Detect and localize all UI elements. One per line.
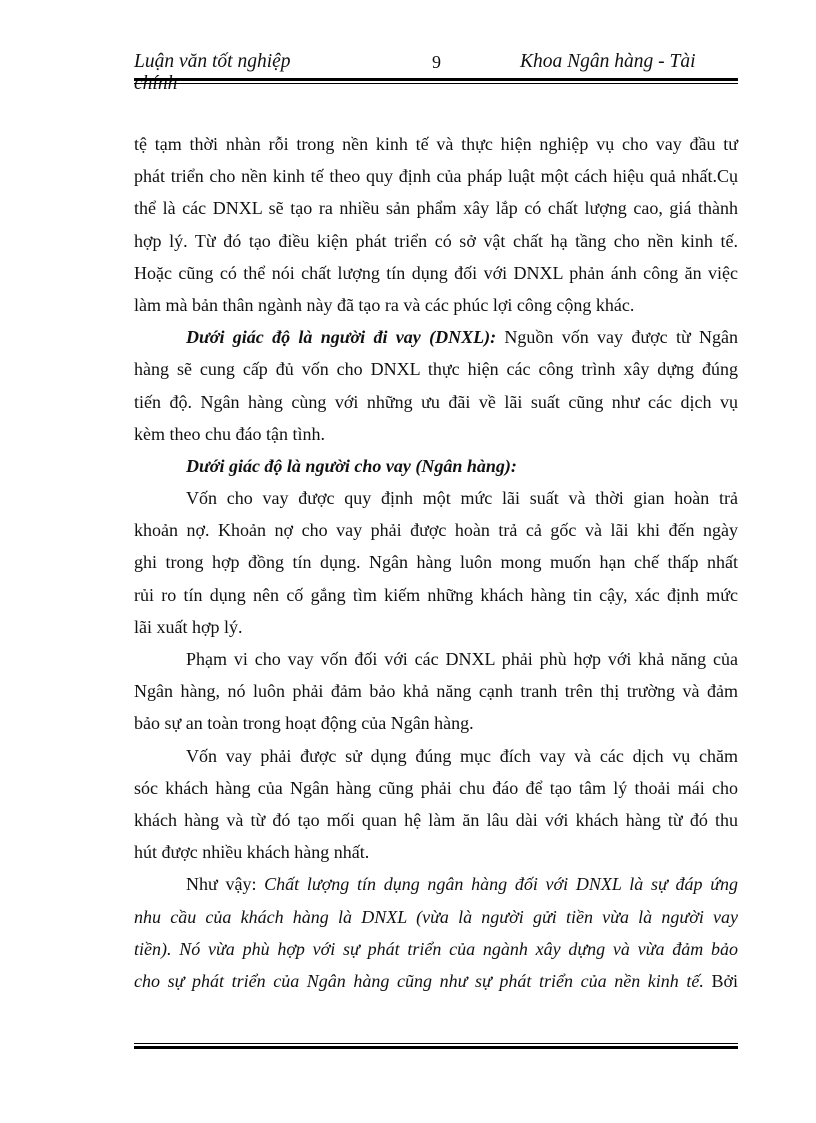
- text-line: thể là các DNXL sẽ tạo ra nhiều sản phẩm xây lắp có chất lượng cao, giá thành: [134, 198, 738, 219]
- text-line: tiền). Nó vừa phù hợp với sự phát triển của ngành xây dựng và vừa đảm bảo: [134, 938, 738, 959]
- subheading-borrower: Dưới giác độ là người đi vay (DNXL):: [186, 327, 497, 348]
- page-number: 9: [432, 52, 441, 72]
- text-line: bảo sự an toàn trong hoạt động của Ngân hàng.: [134, 713, 474, 734]
- text-line: Vốn cho vay được quy định một mức lãi suất và thời gian hoàn trả: [186, 488, 738, 509]
- text-line: làm mà bản thân ngành này đã tạo ra và các phúc lợi công cộng khác.: [134, 294, 635, 315]
- text-line: hợp lý. Từ đó tạo điều kiện phát triển có sở vật chất hạ tầng cho nền kinh tế.: [134, 230, 738, 251]
- text-line: tiến độ. Ngân hàng cùng với những ưu đãi về lãi suất cũng như các dịch vụ: [134, 391, 738, 412]
- subheading-lender: Dưới giác độ là người cho vay (Ngân hàng):: [186, 455, 517, 476]
- footer-rule: [134, 1043, 738, 1049]
- header-thesis-title: Luận văn tốt nghiệp: [134, 51, 291, 72]
- text-line: Vốn vay phải được sử dụng đúng mục đích vay và các dịch vụ chăm: [186, 745, 738, 766]
- text-line: Phạm vi cho vay vốn đối với các DNXL phải phù hợp với khả năng của: [186, 649, 738, 669]
- header-faculty: Khoa Ngân hàng - Tài: [520, 51, 696, 72]
- text-line: phát triển cho nền kinh tế theo quy định của pháp luật một cách hiệu quả nhất.Cụ: [134, 166, 738, 187]
- text-line: Ngân hàng, nó luôn phải đảm bảo khả năng cạnh tranh trên thị trường và đảm: [134, 681, 738, 702]
- header-faculty-continued: chính: [134, 73, 178, 94]
- text-line: Như vậy: Chất lượng tín dụng ngân hàng đối với DNXL là sự đáp ứng: [186, 874, 739, 895]
- text-line: lãi xuất hợp lý.: [134, 616, 243, 637]
- document-body: [134, 128, 738, 997]
- text-line: ghi trong hợp đồng tín dụng. Ngân hàng luôn mong muốn hạn chế thấp nhất: [134, 552, 738, 573]
- text-line: sóc khách hàng của Ngân hàng cũng phải chu đáo để tạo tâm lý thoải mái cho: [134, 777, 738, 798]
- text-line: [134, 450, 738, 482]
- text-line: kèm theo chu đáo tận tình.: [134, 423, 325, 444]
- text-line: nhu cầu của khách hàng là DNXL (vừa là người gửi tiền vừa là người vay: [134, 906, 738, 927]
- text-line: cho sự phát triển của Ngân hàng cũng như sự phát triển của nền kinh tế. Bởi: [134, 970, 738, 991]
- text-line: Dưới giác độ là người đi vay (DNXL): Nguồn vốn vay được từ Ngân: [186, 327, 739, 348]
- text-line: hàng sẽ cung cấp đủ vốn cho DNXL thực hiện các công trình xây dựng đúng: [134, 359, 738, 380]
- text-line: rủi ro tín dụng nên cố gắng tìm kiếm những khách hàng tin cậy, xác định mức: [134, 584, 738, 605]
- text-line: khách hàng và từ đó tạo mối quan hệ làm ăn lâu dài với khách hàng từ đó thu: [134, 809, 738, 830]
- text-line: Hoặc cũng có thể nói chất lượng tín dụng đối với DNXL phản ánh công ăn việc: [134, 262, 738, 283]
- text-line: khoản nợ. Khoản nợ cho vay phải được hoàn trả cả gốc và lãi khi đến ngày: [134, 520, 738, 541]
- text-line: tệ tạm thời nhàn rỗi trong nền kinh tế và thực hiện nghiệp vụ cho vay đầu tư: [134, 134, 738, 154]
- text-line: hút được nhiều khách hàng nhất.: [134, 842, 370, 863]
- header-rule: [134, 78, 738, 84]
